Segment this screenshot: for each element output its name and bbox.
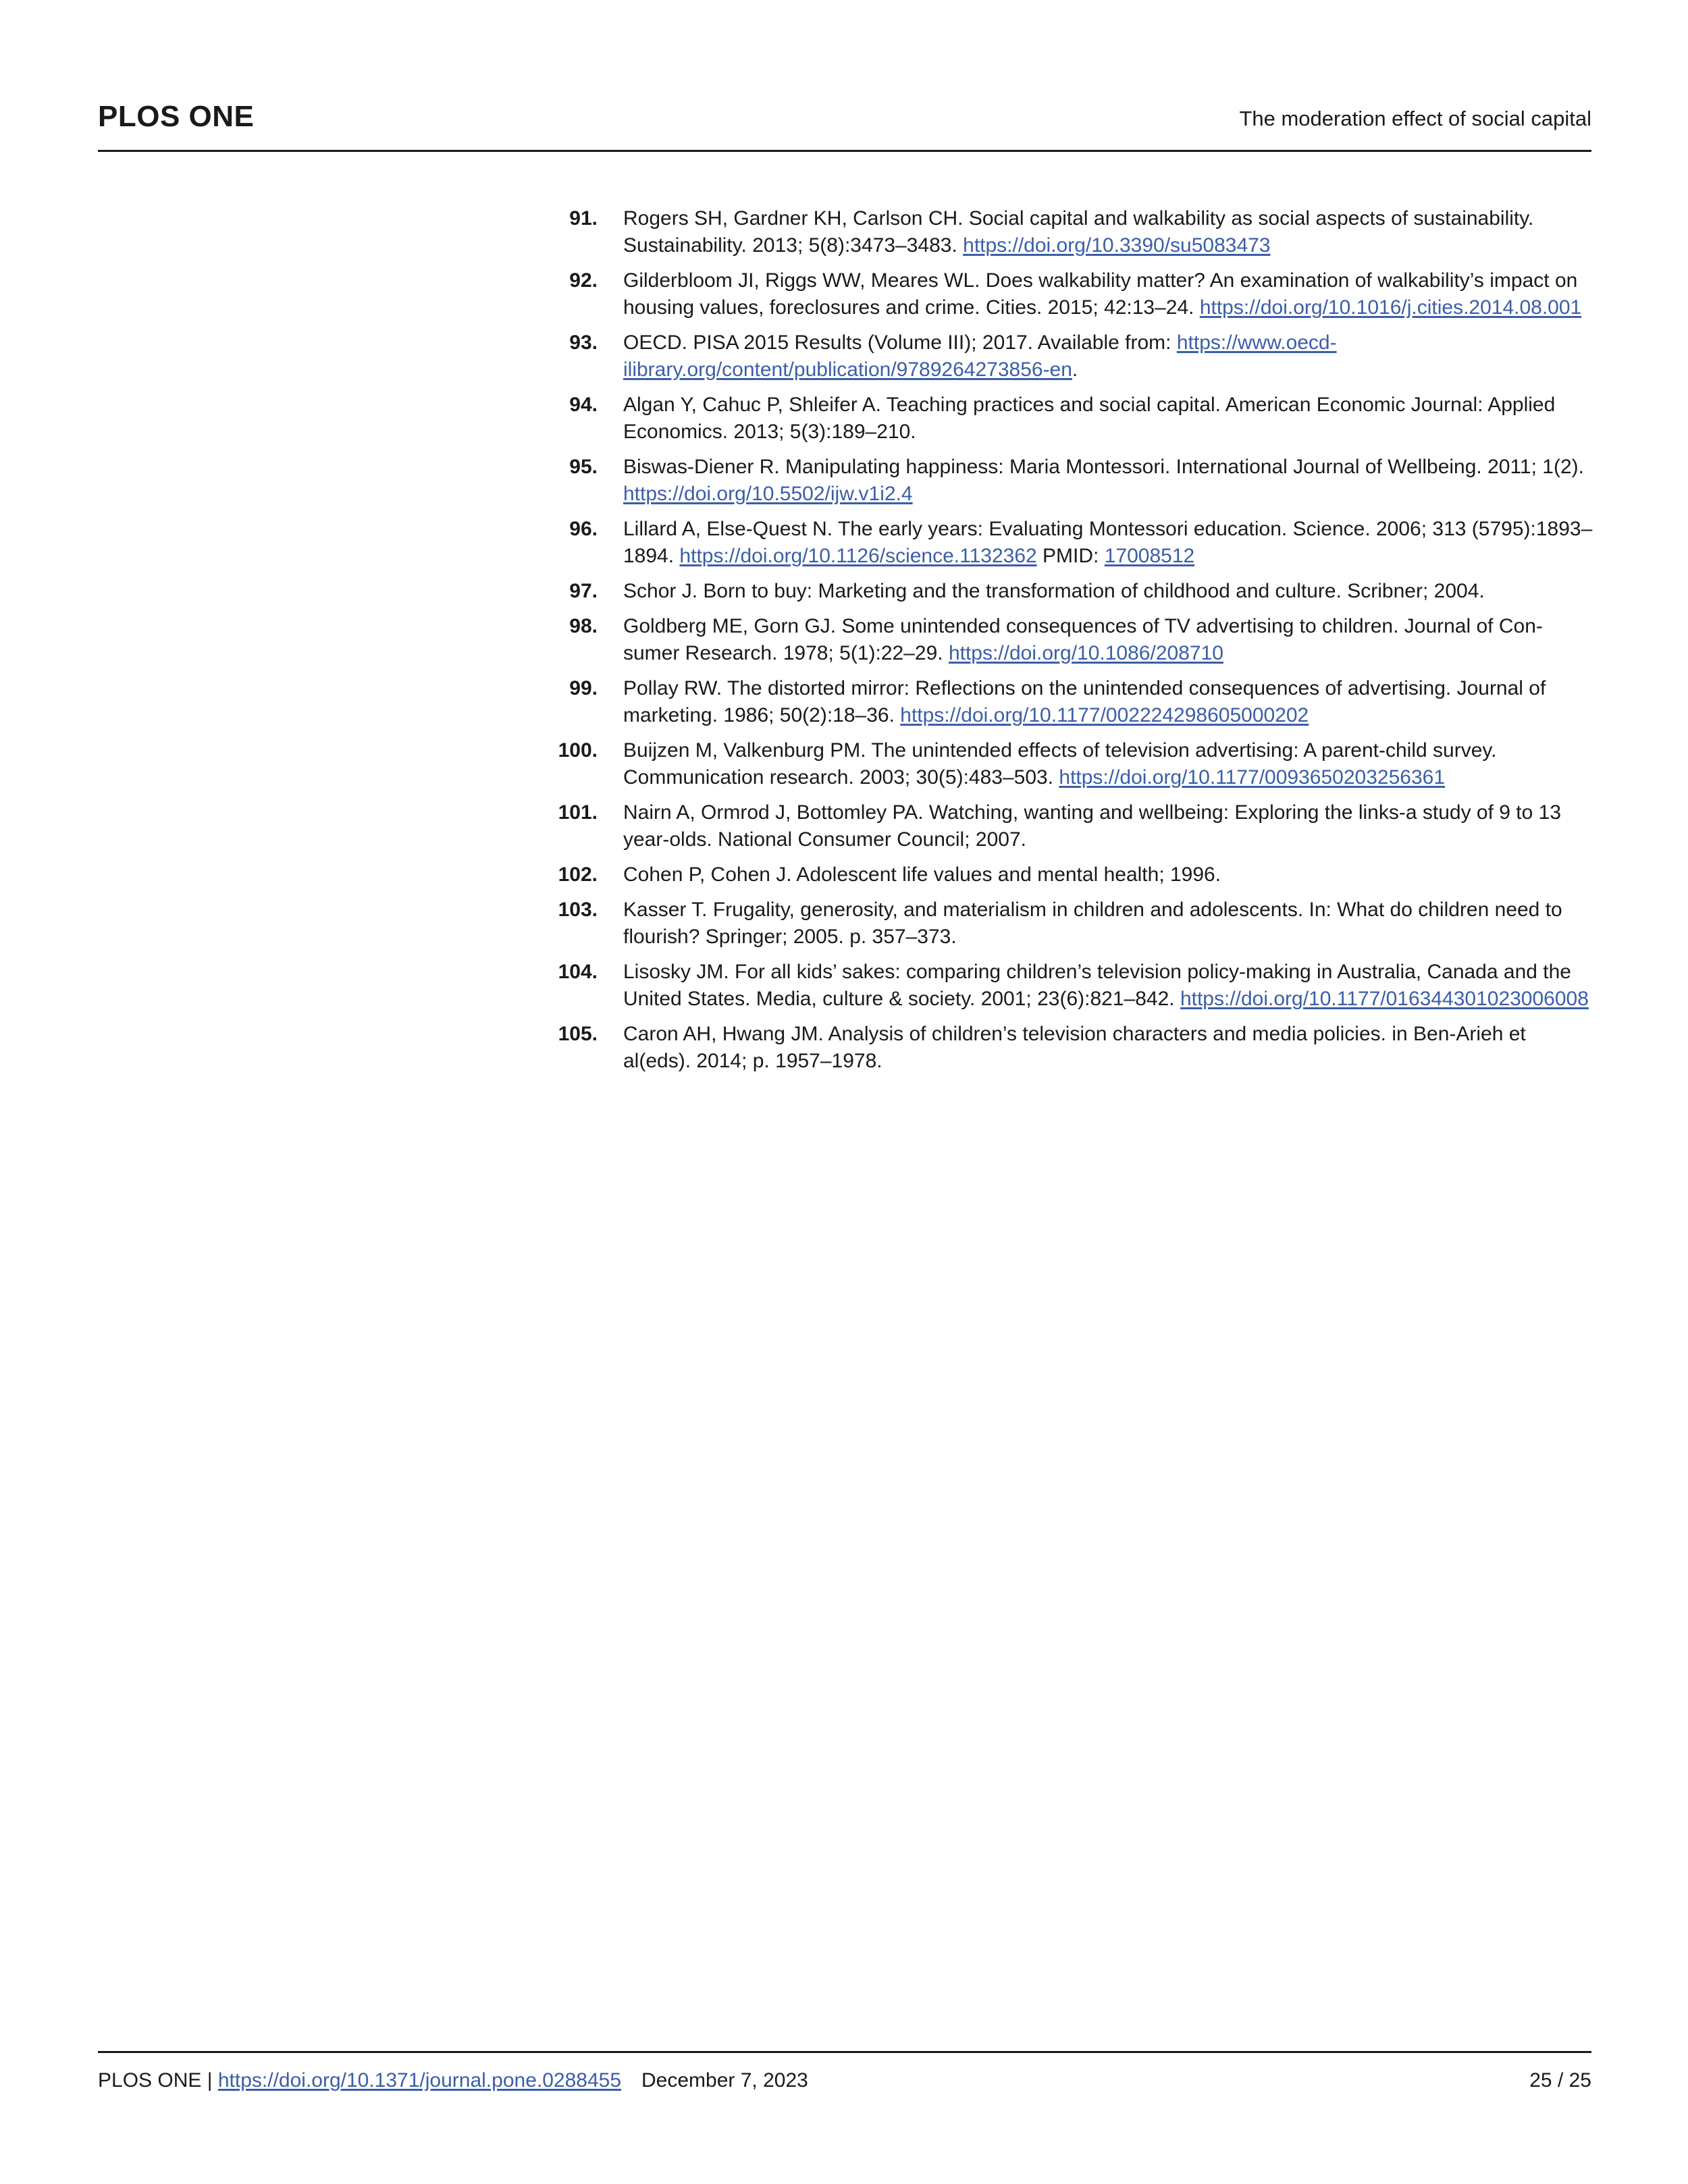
reference-doi-link[interactable]: https://doi.org/10.5502/ijw.v1i2.4 <box>623 483 913 505</box>
reference-doi-link[interactable]: https://doi.org/10.1126/science.1132362 <box>679 545 1037 567</box>
reference-number: 100. <box>558 739 598 762</box>
reference-text <box>623 454 1593 508</box>
reference-text <box>623 799 1593 853</box>
reference-number: 97. <box>569 580 598 602</box>
reference-citation: Cohen P, Cohen J. Adolescent life values and mental health; 1996. <box>623 863 1221 886</box>
reference-doi-link[interactable]: https://doi.org/10.1016/j.cities.2014.08.001 <box>1199 296 1582 319</box>
reference-number: 99. <box>569 677 598 699</box>
reference-item <box>540 897 1593 951</box>
reference-number: 95. <box>569 456 598 478</box>
running-title: The moderation effect of social capital <box>1239 107 1591 130</box>
reference-citation: Algan Y, Cahuc P, Shleifer A. Teaching practices and social capital. American Economic Journal: Applied Economics. 2013; 5(3):189–210. <box>623 394 1556 443</box>
reference-doi-link[interactable]: https://www.oecd-ilibrary.org/content/publication/9789264273856-en <box>623 331 1337 381</box>
reference-text <box>623 267 1593 321</box>
reference-text <box>623 737 1593 791</box>
reference-citation: Goldberg ME, Gorn GJ. Some unintended consequences of TV advertising to children. Journal of Con-sumer Research. 1978; 5(1):22–29. <box>623 615 1543 664</box>
footer-citation <box>98 2069 808 2092</box>
reference-item <box>540 737 1593 791</box>
reference-text <box>623 392 1593 446</box>
reference-item <box>540 267 1593 321</box>
reference-doi-link[interactable]: https://doi.org/10.1177/002224298605000202 <box>900 704 1309 726</box>
reference-citation: Lisosky JM. For all kids’ sakes: comparing children’s television policy-making in Australia, Canada and the United States. Media, culture & society. 2001; 23(6):821–842. <box>623 961 1571 1010</box>
reference-doi-link[interactable]: https://doi.org/10.1086/208710 <box>948 642 1223 664</box>
footer-doi-link[interactable]: https://doi.org/10.1371/journal.pone.0288455 <box>217 2069 622 2092</box>
reference-list <box>540 205 1593 1083</box>
reference-citation: Nairn A, Ormrod J, Bottomley PA. Watching, wanting and wellbeing: Exploring the links-a study of 9 to 13 year-olds. National Consumer Council; 2007. <box>623 801 1562 851</box>
reference-text <box>623 516 1593 570</box>
reference-item <box>540 516 1593 570</box>
reference-item <box>540 799 1593 853</box>
reference-text <box>623 578 1593 605</box>
reference-item <box>540 454 1593 508</box>
reference-text <box>623 897 1593 951</box>
reference-citation: Gilderbloom JI, Riggs WW, Meares WL. Does walkability matter? An examination of walkability’s impact on housing values, foreclosures and crime. Cities. 2015; 42:13–24. <box>623 269 1578 319</box>
reference-number: 104. <box>558 961 598 983</box>
reference-suffix: . <box>1072 358 1078 381</box>
reference-pmid-link[interactable]: 17008512 <box>1104 545 1195 567</box>
reference-item <box>540 392 1593 446</box>
reference-number: 94. <box>569 394 598 416</box>
reference-text <box>623 329 1593 383</box>
reference-text <box>623 1021 1593 1075</box>
reference-item <box>540 329 1593 383</box>
reference-citation: Pollay RW. The distorted mirror: Reflections on the unintended consequences of advertising. Journal of marketing. 1986; 50(2):18–36. <box>623 677 1546 726</box>
reference-citation: Rogers SH, Gardner KH, Carlson CH. Social capital and walkability as social aspects of sustainability. Sustainability. 2013; 5(8):3473–3483. <box>623 207 1534 257</box>
page-number: 25 / 25 <box>1529 2069 1591 2092</box>
reference-suffix: PMID: <box>1036 545 1105 567</box>
reference-item <box>540 613 1593 667</box>
reference-citation: Caron AH, Hwang JM. Analysis of children’s television characters and media policies. in Ben-Arieh et al(eds). 2014; p. 1957–1978. <box>623 1023 1526 1072</box>
reference-item <box>540 959 1593 1013</box>
reference-text <box>623 613 1593 667</box>
reference-number: 96. <box>569 518 598 540</box>
reference-citation: Schor J. Born to buy: Marketing and the transformation of childhood and culture. Scribner; 2004. <box>623 580 1485 602</box>
reference-number: 102. <box>558 863 598 886</box>
footer-journal: PLOS ONE | <box>98 2069 218 2092</box>
reference-item <box>540 675 1593 729</box>
reference-number: 103. <box>558 899 598 921</box>
reference-number: 101. <box>558 801 598 824</box>
reference-number: 92. <box>569 269 598 292</box>
reference-text <box>623 205 1593 259</box>
reference-item <box>540 205 1593 259</box>
reference-text <box>623 861 1593 888</box>
page-header <box>98 96 1591 152</box>
reference-citation: OECD. PISA 2015 Results (Volume III); 2017. Available from: <box>623 331 1177 354</box>
reference-citation: Lillard A, Else-Quest N. The early years: Evaluating Montessori education. Science. 2006; 313 (5795):1893–1894. <box>623 518 1593 567</box>
reference-doi-link[interactable]: https://doi.org/10.1177/016344301023006008 <box>1180 988 1589 1010</box>
reference-number: 93. <box>569 331 598 354</box>
reference-item <box>540 1021 1593 1075</box>
reference-number: 91. <box>569 207 598 230</box>
page-footer <box>98 2051 1591 2100</box>
reference-item <box>540 578 1593 605</box>
reference-item <box>540 861 1593 888</box>
footer-date: December 7, 2023 <box>641 2069 808 2092</box>
reference-number: 105. <box>558 1023 598 1045</box>
reference-citation: Kasser T. Frugality, generosity, and materialism in children and adolescents. In: What do children need to flourish? Springer; 2005. p. 357–373. <box>623 899 1562 948</box>
reference-doi-link[interactable]: https://doi.org/10.3390/su5083473 <box>963 234 1271 257</box>
reference-number: 98. <box>569 615 598 637</box>
reference-text <box>623 675 1593 729</box>
reference-doi-link[interactable]: https://doi.org/10.1177/0093650203256361 <box>1059 766 1446 789</box>
reference-citation: Biswas-Diener R. Manipulating happiness: Maria Montessori. International Journal of Wellbeing. 2011; 1(2). <box>623 456 1584 478</box>
reference-citation: Buijzen M, Valkenburg PM. The unintended effects of television advertising: A parent-child survey. Communication research. 2003; 30(5):483–503. <box>623 739 1497 789</box>
journal-logo: PLOS ONE <box>98 100 255 133</box>
reference-text <box>623 959 1593 1013</box>
